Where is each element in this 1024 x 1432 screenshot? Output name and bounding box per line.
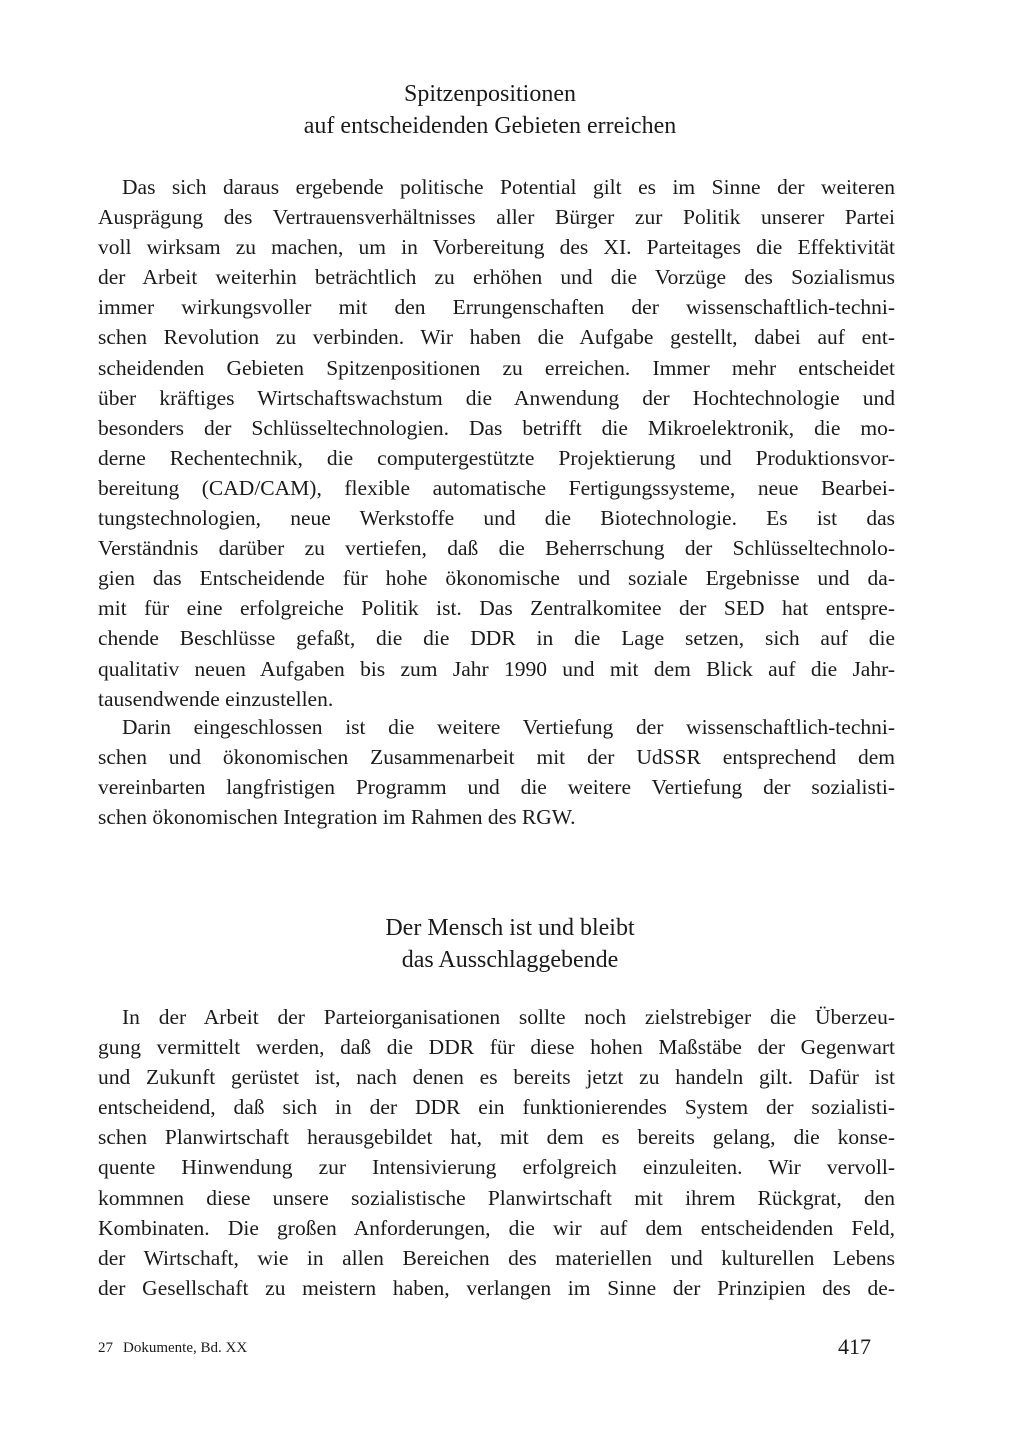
text-line: schen und ökonomischen Zusammenarbeit mit der UdSSR entsprechend dem [98,745,895,770]
text-line: schen Planwirtschaft herausgebildet hat, mit dem es bereits gelang, die konse- [98,1125,895,1150]
section-heading-spitzenpositionen [180,78,800,142]
paragraph-potential [98,172,895,714]
text-line: tungstechnologien, neue Werkstoffe und die Biotechnologie. Es ist das [98,506,895,531]
heading-line: das Ausschlaggebende [401,947,619,973]
paragraph-udssr [98,712,895,832]
text-line: Das sich daraus ergebende politische Potential gilt es im Sinne der weiteren [122,175,895,199]
text-line: quente Hinwendung zur Intensivierung erfolgreich einzuleiten. Wir vervoll- [98,1155,895,1180]
text-line: mit für eine erfolgreiche Politik ist. Das Zentralkomitee der SED hat entspre- [98,596,895,621]
text-line: derne Rechentechnik, die computergestützte Projektierung und Produktionsvor- [98,445,895,470]
text-line: Kombinaten. Die großen Anforderungen, die wir auf dem entscheidenden Feld, [98,1215,895,1240]
text-line: gien das Entscheidende für hohe ökonomische und soziale Ergebnisse und da- [98,566,895,591]
section-heading-mensch [230,912,790,976]
text-line: der Wirtschaft, wie in allen Bereichen des materiellen und kulturellen Lebens [98,1245,895,1270]
text-line: voll wirksam zu machen, um in Vorbereitung des XI. Parteitages die Effektivität [98,235,895,260]
heading-line: auf entscheidenden Gebieten erreichen [303,113,677,139]
text-line: Ausprägung des Vertrauensverhältnisses aller Bürger zur Politik unserer Partei [98,205,895,230]
footer-source [98,1338,257,1358]
text-line: kommnen diese unsere sozialistische Planwirtschaft mit ihrem Rückgrat, den [98,1185,895,1210]
text-line: immer wirkungsvoller mit den Errungenschaften der wissenschaftlich-techni- [98,295,895,320]
text-line: In der Arbeit der Parteiorganisationen sollte noch zielstrebiger die Überzeu- [122,1005,895,1029]
text-line: der Arbeit weiterhin beträchtlich zu erhöhen und die Vorzüge des Sozialismus [98,265,895,290]
text-line: Darin eingeschlossen ist die weitere Vertiefung der wissenschaftlich-techni- [122,715,895,739]
heading-line: Spitzenpositionen [404,81,576,107]
text-line: Verständnis darüber zu vertiefen, daß die Beherrschung der Schlüsseltechnolo- [98,536,895,561]
text-line: bereitung (CAD/CAM), flexible automatische Fertigungssysteme, neue Bearbei- [98,475,895,500]
signature-number: 27 [98,1340,113,1356]
text-line: und Zukunft gerüstet ist, nach denen es bereits jetzt zu handeln gilt. Dafür ist [98,1065,895,1090]
page-number: 417 [838,1334,871,1359]
text-line: scheidenden Gebieten Spitzenpositionen zu erreichen. Immer mehr entscheidet [98,355,895,380]
text-line: entscheidend, daß sich in der DDR ein funktionierendes System der sozialisti- [98,1095,895,1120]
paragraph-parteiorganisationen [98,1002,895,1303]
text-line: gung vermittelt werden, daß die DDR für diese hohen Maßstäbe der Gegenwart [98,1035,895,1060]
text-line: schen Revolution zu verbinden. Wir haben die Aufgabe gestellt, dabei auf ent- [98,325,895,350]
text-line: über kräftiges Wirtschaftswachstum die Anwendung der Hochtechnologie und [98,385,895,410]
text-line: der Gesellschaft zu meistern haben, verlangen im Sinne der Prinzipien des de- [98,1275,895,1300]
text-line: schen ökonomischen Integration im Rahmen des RGW. [98,805,576,830]
heading-line: Der Mensch ist und bleibt [385,915,635,941]
text-line: chende Beschlüsse gefaßt, die die DDR in die Lage setzen, sich auf die [98,626,895,651]
source-label: Dokumente, Bd. XX [123,1340,248,1356]
text-line: vereinbarten langfristigen Programm und die weitere Vertiefung der sozialisti- [98,775,895,800]
text-line: qualitativ neuen Aufgaben bis zum Jahr 1990 und mit dem Blick auf die Jahr- [98,656,895,681]
text-line: besonders der Schlüsseltechnologien. Das betrifft die Mikroelektronik, die mo- [98,415,895,440]
text-line: tausendwende einzustellen. [98,686,334,711]
